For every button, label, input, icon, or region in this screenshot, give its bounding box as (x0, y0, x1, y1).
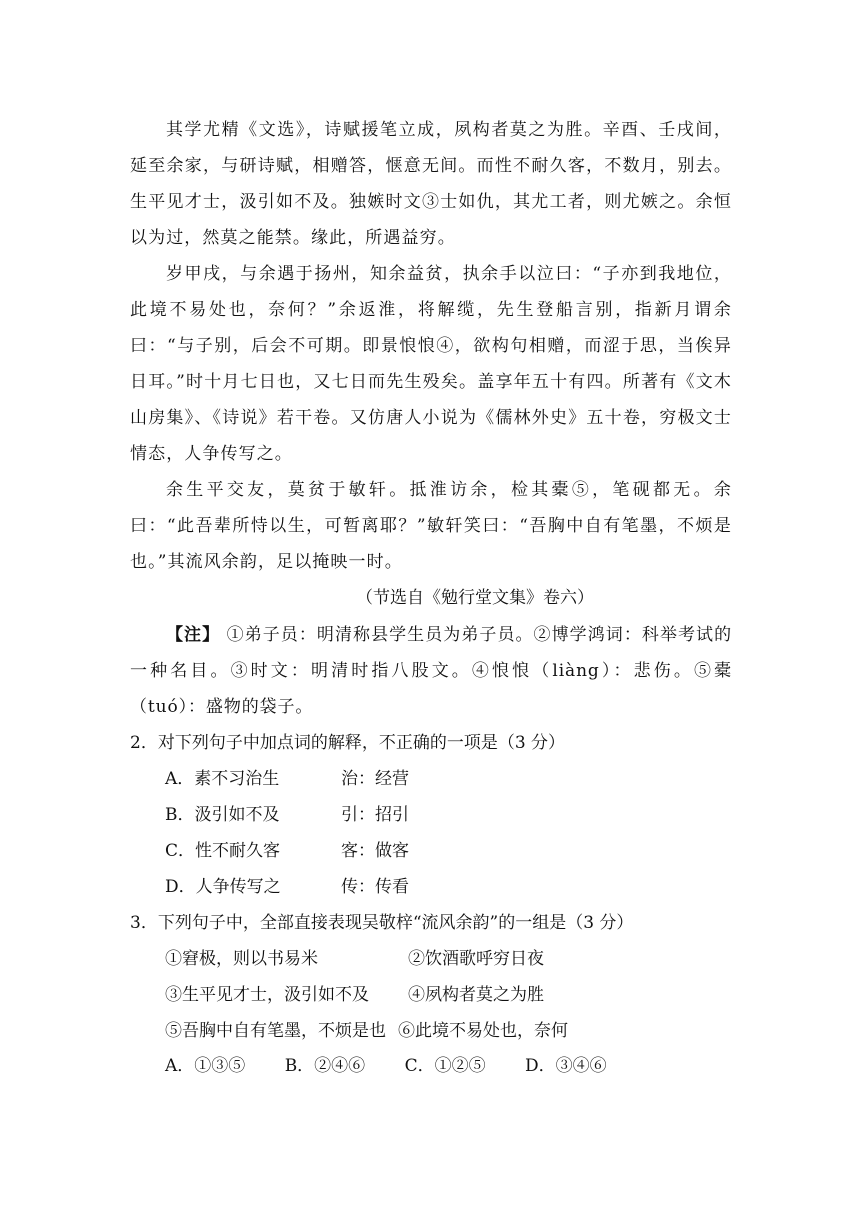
q3-choice-b: B．②④⑥ (284, 1056, 366, 1076)
q2-option-b (165, 797, 409, 833)
q3-choice-d: D．③④⑥ (525, 1056, 607, 1076)
option-sentence: D．人争传写之 (165, 877, 281, 897)
q3-sentence-5: ⑤吾胸中自有笔墨，不烦是也 (165, 1021, 386, 1041)
notes-text: ①弟子员：明清称县学生员为弟子员。②博学鸿词：科举考试的一种名目。③时文：明清时指八股文。④悢悢（liàng）：悲伤。⑤橐（tuó）：盛物的袋子。 (130, 625, 733, 717)
q3-sentence-4: ④夙构者莫之为胜 (408, 985, 544, 1005)
question-3-stem: 3．下列句子中，全部直接表现吴敬梓“流风余韵”的一组是（3 分） (130, 913, 634, 933)
q2-option-d (165, 869, 409, 905)
q3-sentence-1: ①窘极，则以书易米 (165, 949, 318, 969)
passage-paragraph-1: 其学尤精《文选》，诗赋援笔立成，夙构者莫之为胜。辛酉、壬戌间，延至余家，与研诗赋，相赠答，惬意无间。而性不耐久客，不数月，别去。生平见才士，汲引如不及。独嫉时文③士如仇，其尤工者，则尤嫉之。余恒以为过，然莫之能禁。缘此，所遇益穷。 (130, 120, 732, 248)
option-explanation: 传：传看 (341, 877, 409, 897)
q3-sentence-6: ⑥此境不易处也，奈何 (398, 1021, 568, 1041)
source-citation: （节选自《勉行堂文集》卷六） (356, 588, 594, 608)
option-sentence: A．素不习治生 (165, 769, 280, 789)
classical-passage (130, 112, 732, 580)
passage-paragraph-2: 岁甲戌，与余遇于扬州，知余益贫，执余手以泣曰：“子亦到我地位，此境不易处也，奈何？”余返淮，将解缆，先生登船言别，指新月谓余曰：“与子别，后会不可期。即景悢悢④，欲构句相赠，而涩于思，当俟异日耳。”时十月七日也，又七日而先生殁矣。盖享年五十有四。所著有《文木山房集》、《诗说》若干卷。又仿唐人小说为《儒林外史》五十卷，穷极文士情态，人争传写之。 (130, 264, 732, 464)
q3-choices (165, 1048, 641, 1084)
option-explanation: 客：做客 (341, 841, 409, 861)
q3-choice-c: C．①②⑤ (404, 1056, 486, 1076)
passage-paragraph-3: 余生平交友，莫贫于敏轩。抵淮访余，检其橐⑤，笔砚都无。余曰：“此吾辈所恃以生，可暂离耶？”敏轩笑曰：“吾胸中自有笔墨，不烦是也。”其流风余韵，足以掩映一时。 (130, 480, 732, 572)
q3-choice-a: A．①③⑤ (165, 1056, 246, 1076)
option-explanation: 引：招引 (341, 805, 409, 825)
q2-option-a (165, 761, 409, 797)
annotation-notes (130, 617, 732, 725)
q2-option-c (165, 833, 409, 869)
q3-sentence-2: ②饮酒歌呼穷日夜 (408, 949, 544, 969)
option-sentence: B．汲引如不及 (165, 805, 280, 825)
option-explanation: 治：经营 (341, 769, 409, 789)
q3-sentence-3: ③生平见才士，汲引如不及 (165, 985, 369, 1005)
question-2-stem: 2．对下列句子中加点词的解释，不正确的一项是（3 分） (130, 733, 566, 753)
notes-tag: 【注】 (166, 625, 221, 645)
option-sentence: C．性不耐久客 (165, 841, 281, 861)
